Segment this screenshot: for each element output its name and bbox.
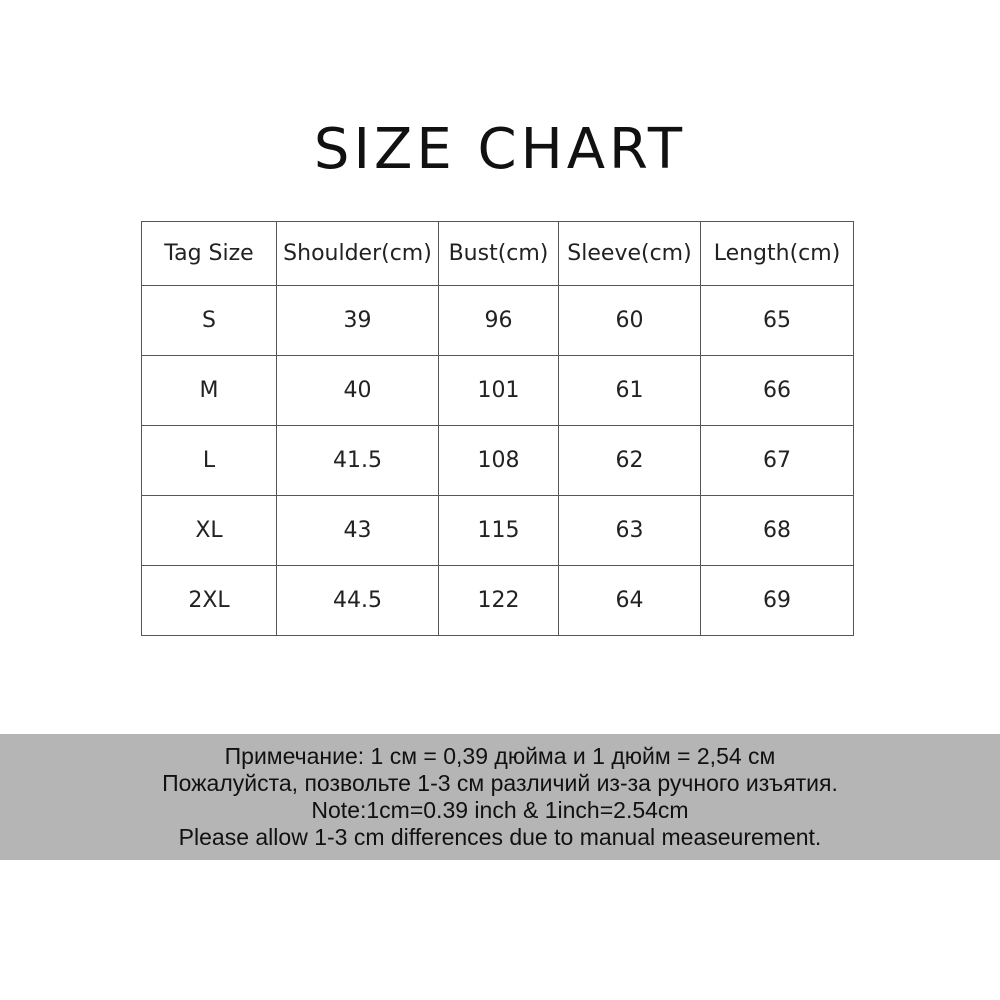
cell-tag-size: S (142, 286, 277, 356)
table-row (142, 356, 854, 426)
header-sleeve: Sleeve(cm) (559, 222, 701, 286)
cell-shoulder: 39 (277, 286, 439, 356)
size-table (141, 221, 854, 636)
note-line-en-conversion: Note:1cm=0.39 inch & 1inch=2.54cm (311, 797, 689, 823)
cell-length: 69 (701, 566, 854, 636)
cell-tag-size: XL (142, 496, 277, 566)
cell-bust: 96 (439, 286, 559, 356)
cell-tag-size: L (142, 426, 277, 496)
cell-sleeve: 63 (559, 496, 701, 566)
cell-tag-size: 2XL (142, 566, 277, 636)
cell-shoulder: 44.5 (277, 566, 439, 636)
table-row (142, 426, 854, 496)
note-line-ru-tolerance: Пожалуйста, позвольте 1-3 см различий из-за ручного изъятия. (162, 770, 838, 796)
cell-tag-size: M (142, 356, 277, 426)
cell-bust: 101 (439, 356, 559, 426)
cell-length: 65 (701, 286, 854, 356)
cell-length: 68 (701, 496, 854, 566)
header-shoulder: Shoulder(cm) (277, 222, 439, 286)
note-line-en-tolerance: Please allow 1-3 cm differences due to manual measeurement. (178, 824, 822, 850)
note-banner (0, 734, 1000, 860)
cell-sleeve: 62 (559, 426, 701, 496)
header-bust: Bust(cm) (439, 222, 559, 286)
cell-sleeve: 61 (559, 356, 701, 426)
note-line-ru-conversion: Примечание: 1 см = 0,39 дюйма и 1 дюйм = 2,54 см (224, 743, 776, 769)
page-title: SIZE CHART (313, 117, 687, 182)
cell-bust: 108 (439, 426, 559, 496)
table-row (142, 566, 854, 636)
cell-sleeve: 64 (559, 566, 701, 636)
cell-length: 67 (701, 426, 854, 496)
cell-shoulder: 41.5 (277, 426, 439, 496)
header-tag-size: Tag Size (142, 222, 277, 286)
cell-sleeve: 60 (559, 286, 701, 356)
cell-bust: 122 (439, 566, 559, 636)
table-row (142, 496, 854, 566)
cell-bust: 115 (439, 496, 559, 566)
cell-shoulder: 43 (277, 496, 439, 566)
table-row (142, 286, 854, 356)
header-length: Length(cm) (701, 222, 854, 286)
cell-length: 66 (701, 356, 854, 426)
cell-shoulder: 40 (277, 356, 439, 426)
table-header-row (142, 222, 854, 286)
